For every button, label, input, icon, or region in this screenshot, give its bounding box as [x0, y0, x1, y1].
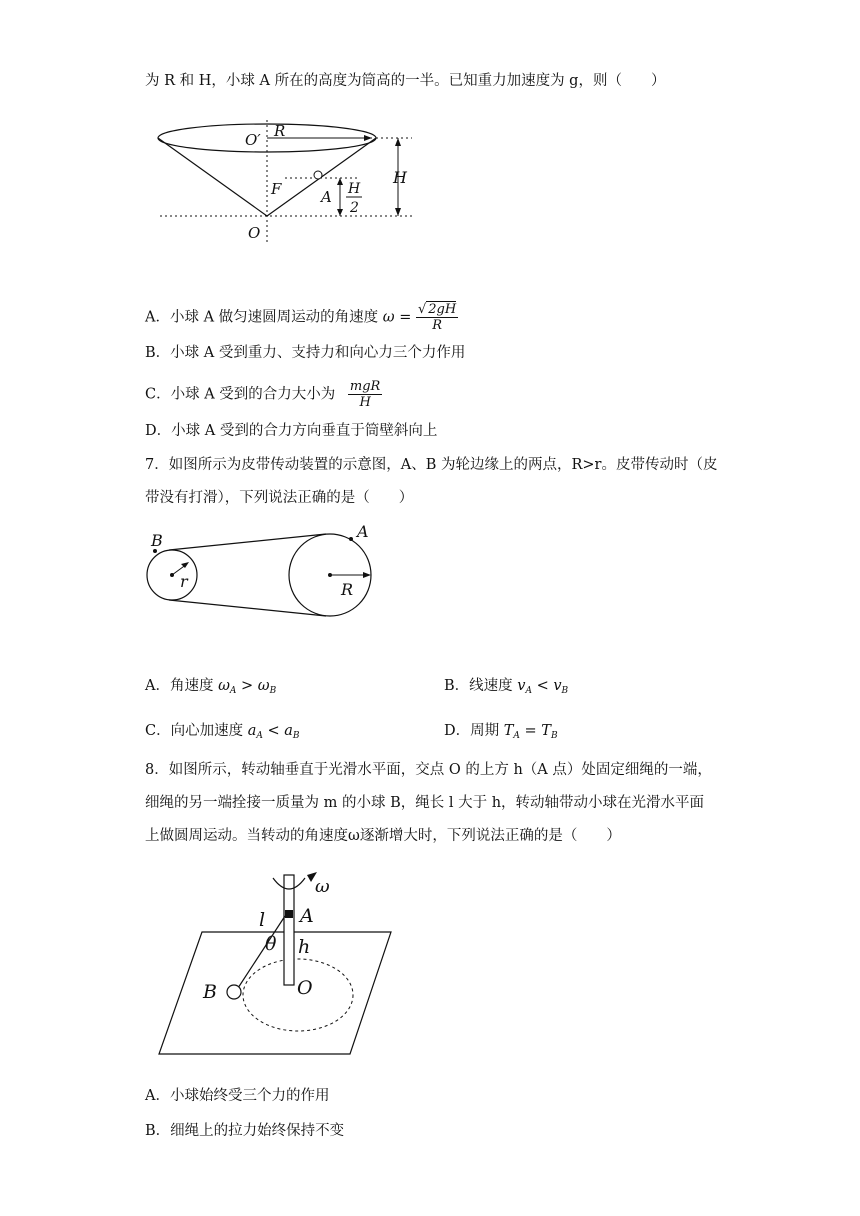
belt-bottom — [169, 600, 326, 616]
label-o-prime: O′ — [245, 131, 261, 149]
belt-top — [169, 534, 326, 550]
q8-stem-line3: 上做圆周运动。当转动的角速度ω逐渐增大时，下列说法正确的是（ ） — [145, 828, 621, 844]
label-o: O — [297, 977, 313, 999]
point-a-marker — [285, 910, 293, 918]
label-f: F — [271, 180, 282, 198]
q7-option-c: C．向心加速度 $a_A < a_B$ — [145, 723, 300, 741]
ball-a — [314, 171, 322, 179]
q6-option-d: D．小球 A 受到的合力方向垂直于筒壁斜向上 — [145, 423, 438, 439]
ball-b — [227, 985, 241, 999]
label-h-half-num: H — [348, 181, 361, 197]
label-o: O — [248, 224, 261, 242]
label-r: R — [274, 122, 286, 140]
q7-option-a: A．角速度 $\omega_A > \omega_B$ — [145, 678, 277, 696]
q7-option-d: D．周期 $T_A = T_B$ — [444, 723, 558, 741]
q7-stem-line1: 7．如图所示为皮带传动装置的示意图，A、B 为轮边缘上的两点，R>r。皮带传动时（皮 — [145, 457, 718, 473]
q7-option-b: B．线速度 $v_A < v_B$ — [444, 678, 569, 696]
rotation-axis — [284, 875, 294, 985]
label-r-small: r — [180, 572, 188, 591]
point-a — [349, 537, 353, 541]
cone-figure — [150, 120, 430, 250]
q8-stem-line2: 细绳的另一端拴接一质量为 m 的小球 B，绳长 l 大于 h，转动轴带动小球在光滑水平面 — [145, 795, 705, 811]
label-h-half-den: 2 — [350, 200, 359, 216]
label-theta: θ — [265, 933, 277, 955]
label-h: H — [393, 168, 407, 187]
q7-stem-line2: 带没有打滑），下列说法正确的是（ ） — [145, 490, 414, 506]
label-omega: ω — [315, 876, 330, 897]
q8-stem-line1: 8．如图所示，转动轴垂直于光滑水平面，交点 O 的上方 h（A 点）处固定细绳的一端， — [145, 762, 712, 778]
belt-figure — [145, 520, 385, 620]
q6-stem-tail: 为 R 和 H，小球 A 所在的高度为筒高的一半。已知重力加速度为 g，则（ ） — [145, 73, 666, 89]
q8-option-b: B．细绳上的拉力始终保持不变 — [145, 1123, 345, 1139]
label-h: h — [298, 936, 311, 958]
label-a: A — [357, 522, 369, 541]
label-b: B — [203, 981, 217, 1003]
label-a: A — [321, 188, 332, 206]
q6-option-c: C．小球 A 受到的合力大小为 $\frac{\text{mgR}}{H}$ — [145, 379, 381, 410]
q8-option-a: A．小球始终受三个力的作用 — [145, 1088, 330, 1104]
rotation-figure — [155, 870, 400, 1060]
radius-arrowhead — [364, 135, 372, 141]
label-r-large: R — [341, 580, 354, 599]
q6-option-b: B．小球 A 受到重力、支持力和向心力三个力作用 — [145, 345, 466, 361]
label-b: B — [151, 531, 163, 550]
label-l: l — [259, 909, 266, 931]
q6-option-a: A．小球 A 做匀速圆周运动的角速度 ω = $\frac{√ 2gH}{R}$ — [145, 302, 457, 333]
label-a: A — [300, 905, 314, 927]
